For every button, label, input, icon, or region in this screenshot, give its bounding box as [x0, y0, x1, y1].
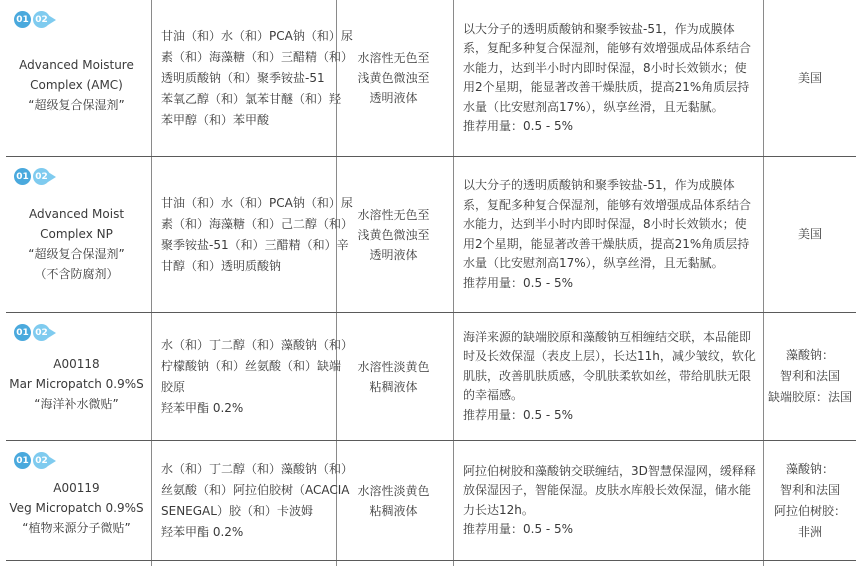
appearance-line: 透明液体: [369, 247, 418, 262]
recommended-dosage: 推荐用量：0.5 - 5%: [463, 119, 574, 133]
origin-line: 藻酸钠：: [785, 461, 834, 476]
product-nickname: “植物来源分子微贴”: [22, 520, 131, 535]
product-name-cell: [6, 441, 147, 560]
table-row: [6, 157, 856, 312]
product-name-line: Complex (AMC): [30, 78, 123, 92]
ingredients-cell: [152, 313, 354, 440]
ingredient-line: SENEGAL）胶（和）卡波姆: [161, 503, 313, 518]
description-cell: [454, 0, 762, 156]
product-name-cell: [6, 0, 147, 156]
step-badge-2: 02: [33, 168, 50, 185]
origin-cell: [764, 0, 856, 156]
origin-line: 缺端胶原：法国: [767, 390, 852, 404]
appearance-line: 粘稠液体: [369, 379, 418, 394]
origin-line: 藻酸钠：: [785, 348, 834, 362]
product-code: A00119: [53, 480, 100, 495]
ingredient-line: 水（和）丁二醇（和）藻酸钠（和）: [161, 461, 354, 476]
appearance-line: 水溶性淡黄色: [357, 359, 430, 374]
preservative-line: 羟苯甲酯 0.2%: [161, 524, 244, 539]
step-badge-2: 02: [33, 324, 50, 341]
ingredient-line: 聚季铵盐-51（和）三醋精（和）辛: [161, 237, 349, 252]
product-name-cell: [6, 313, 147, 440]
origin-line: 美国: [797, 227, 822, 241]
appearance-line: 水溶性无色至: [357, 207, 430, 222]
row-divider: [6, 560, 856, 561]
ingredient-line: 甘油（和）水（和）PCA钠（和）尿: [161, 28, 353, 43]
ingredient-line: 甘醇（和）透明质酸钠: [161, 258, 282, 273]
step-badge-2: 02: [33, 452, 50, 469]
product-code: A00118: [53, 356, 100, 371]
recommended-dosage: 推荐用量：0.5 - 5%: [463, 407, 574, 422]
ingredient-line: 胶原: [161, 379, 186, 394]
ingredient-line: 素（和）海藻糖（和）己二醇（和）: [161, 216, 354, 231]
description-cell: [454, 157, 762, 312]
appearance-cell: [337, 0, 450, 156]
ingredient-table: [6, 0, 856, 566]
origin-cell: [764, 157, 856, 312]
product-name-cell: [6, 157, 147, 312]
product-name-line: Advanced Moist: [28, 206, 125, 221]
step-badge-1: 01: [14, 452, 31, 469]
appearance-line: 透明液体: [369, 91, 418, 105]
product-nickname: “海洋补水微贴”: [34, 396, 119, 411]
ingredient-line: 柠檬酸钠（和）丝氨酸（和）缺端: [161, 358, 342, 373]
step-badge-1: 01: [14, 11, 31, 28]
description-text: 以大分子的透明质酸钠和聚季铵盐-51，作为成膜体系，复配多种复合保湿剂，能够有效增强成品体系结合水能力，达到半小时内即时保湿，8小时长效锁水；使用2个星期，能显著改善干燥肤质，提高21%角质层持水量（比安慰剂高17%），纵享丝滑，且无黏腻。: [463, 21, 752, 114]
table-row: [6, 313, 856, 440]
ingredient-line: 苯甲醇（和）苯甲酸: [161, 112, 270, 127]
origin-line: 智利和法国: [779, 369, 840, 383]
product-name-line: Complex NP: [40, 226, 113, 241]
recommended-dosage: 推荐用量：0.5 - 5%: [463, 522, 574, 536]
appearance-line: 浅黄色微浊至: [357, 227, 430, 242]
ingredients-cell: [152, 441, 354, 560]
product-name-line: Mar Micropatch 0.9%S: [9, 376, 144, 391]
origin-line: 智利和法国: [779, 482, 840, 497]
table-row: [6, 0, 856, 156]
description-text: 以大分子的透明质酸钠和聚季铵盐-51，作为成膜体系，复配多种复合保湿剂，能够有效增强成品体系结合水能力，达到半小时内即时保湿，8小时长效锁水；使用2个星期，能显著改善干燥肤质，提高21%角质层持水量（比安慰剂高17%），纵享丝滑，且无黏腻。: [463, 178, 752, 270]
preservative-line: 羟苯甲酯 0.2%: [161, 400, 244, 415]
ingredient-line: 苯氧乙醇（和）氯苯甘醚（和）羟: [161, 91, 342, 106]
origin-line: 美国: [797, 70, 822, 85]
step-badge-2: 02: [33, 11, 50, 28]
origin-line: 阿拉伯树胶：: [773, 503, 846, 518]
appearance-cell: [337, 313, 450, 440]
description-cell: [454, 313, 762, 440]
appearance-line: 水溶性淡黄色: [357, 483, 430, 498]
ingredient-line: 透明质酸钠（和）聚季铵盐-51: [161, 70, 325, 85]
product-nickname: “超级复合保湿剂”: [28, 246, 125, 261]
origin-cell: [764, 313, 856, 440]
ingredient-line: 水（和）丁二醇（和）藻酸钠（和）: [161, 337, 354, 352]
product-name-line: Veg Micropatch 0.9%S: [9, 500, 144, 515]
ingredient-line: 素（和）海藻糖（和）三醋精（和）: [161, 49, 354, 64]
product-nickname: “超级复合保湿剂”: [28, 98, 125, 112]
table-row: [6, 441, 856, 560]
appearance-line: 水溶性无色至: [357, 51, 430, 65]
ingredients-cell: [152, 0, 354, 156]
ingredients-cell: [152, 157, 354, 312]
origin-cell: [764, 441, 856, 560]
appearance-line: 浅黄色微浊至: [357, 71, 430, 85]
ingredient-line: 丝氨酸（和）阿拉伯胶树（ACACIA: [161, 482, 350, 497]
product-note: （不含防腐剂）: [34, 266, 119, 281]
appearance-cell: [337, 157, 450, 312]
appearance-line: 粘稠液体: [369, 503, 418, 518]
description-text: 阿拉伯树胶和藻酸钠交联缠结，3D智慧保湿网，缓释释放保湿因子，智能保湿。皮肤水库般长效保湿，储水能力长达12h。: [463, 463, 756, 517]
description-cell: [454, 441, 762, 560]
ingredient-line: 甘油（和）水（和）PCA钠（和）尿: [161, 195, 353, 210]
step-badge-1: 01: [14, 168, 31, 185]
description-text: 海洋来源的缺端胶原和藻酸钠互相缠结交联，本品能即时及长效保湿（表皮上层），长达11h，减少皱纹，软化肌肤，改善肌肤质感，令肌肤柔软如丝，带给肌肤无限的幸福感。: [463, 329, 756, 403]
recommended-dosage: 推荐用量：0.5 - 5%: [463, 275, 574, 290]
origin-line: 非洲: [797, 524, 822, 539]
step-badge-1: 01: [14, 324, 31, 341]
product-name-line: Advanced Moisture: [19, 58, 134, 72]
appearance-cell: [337, 441, 450, 560]
